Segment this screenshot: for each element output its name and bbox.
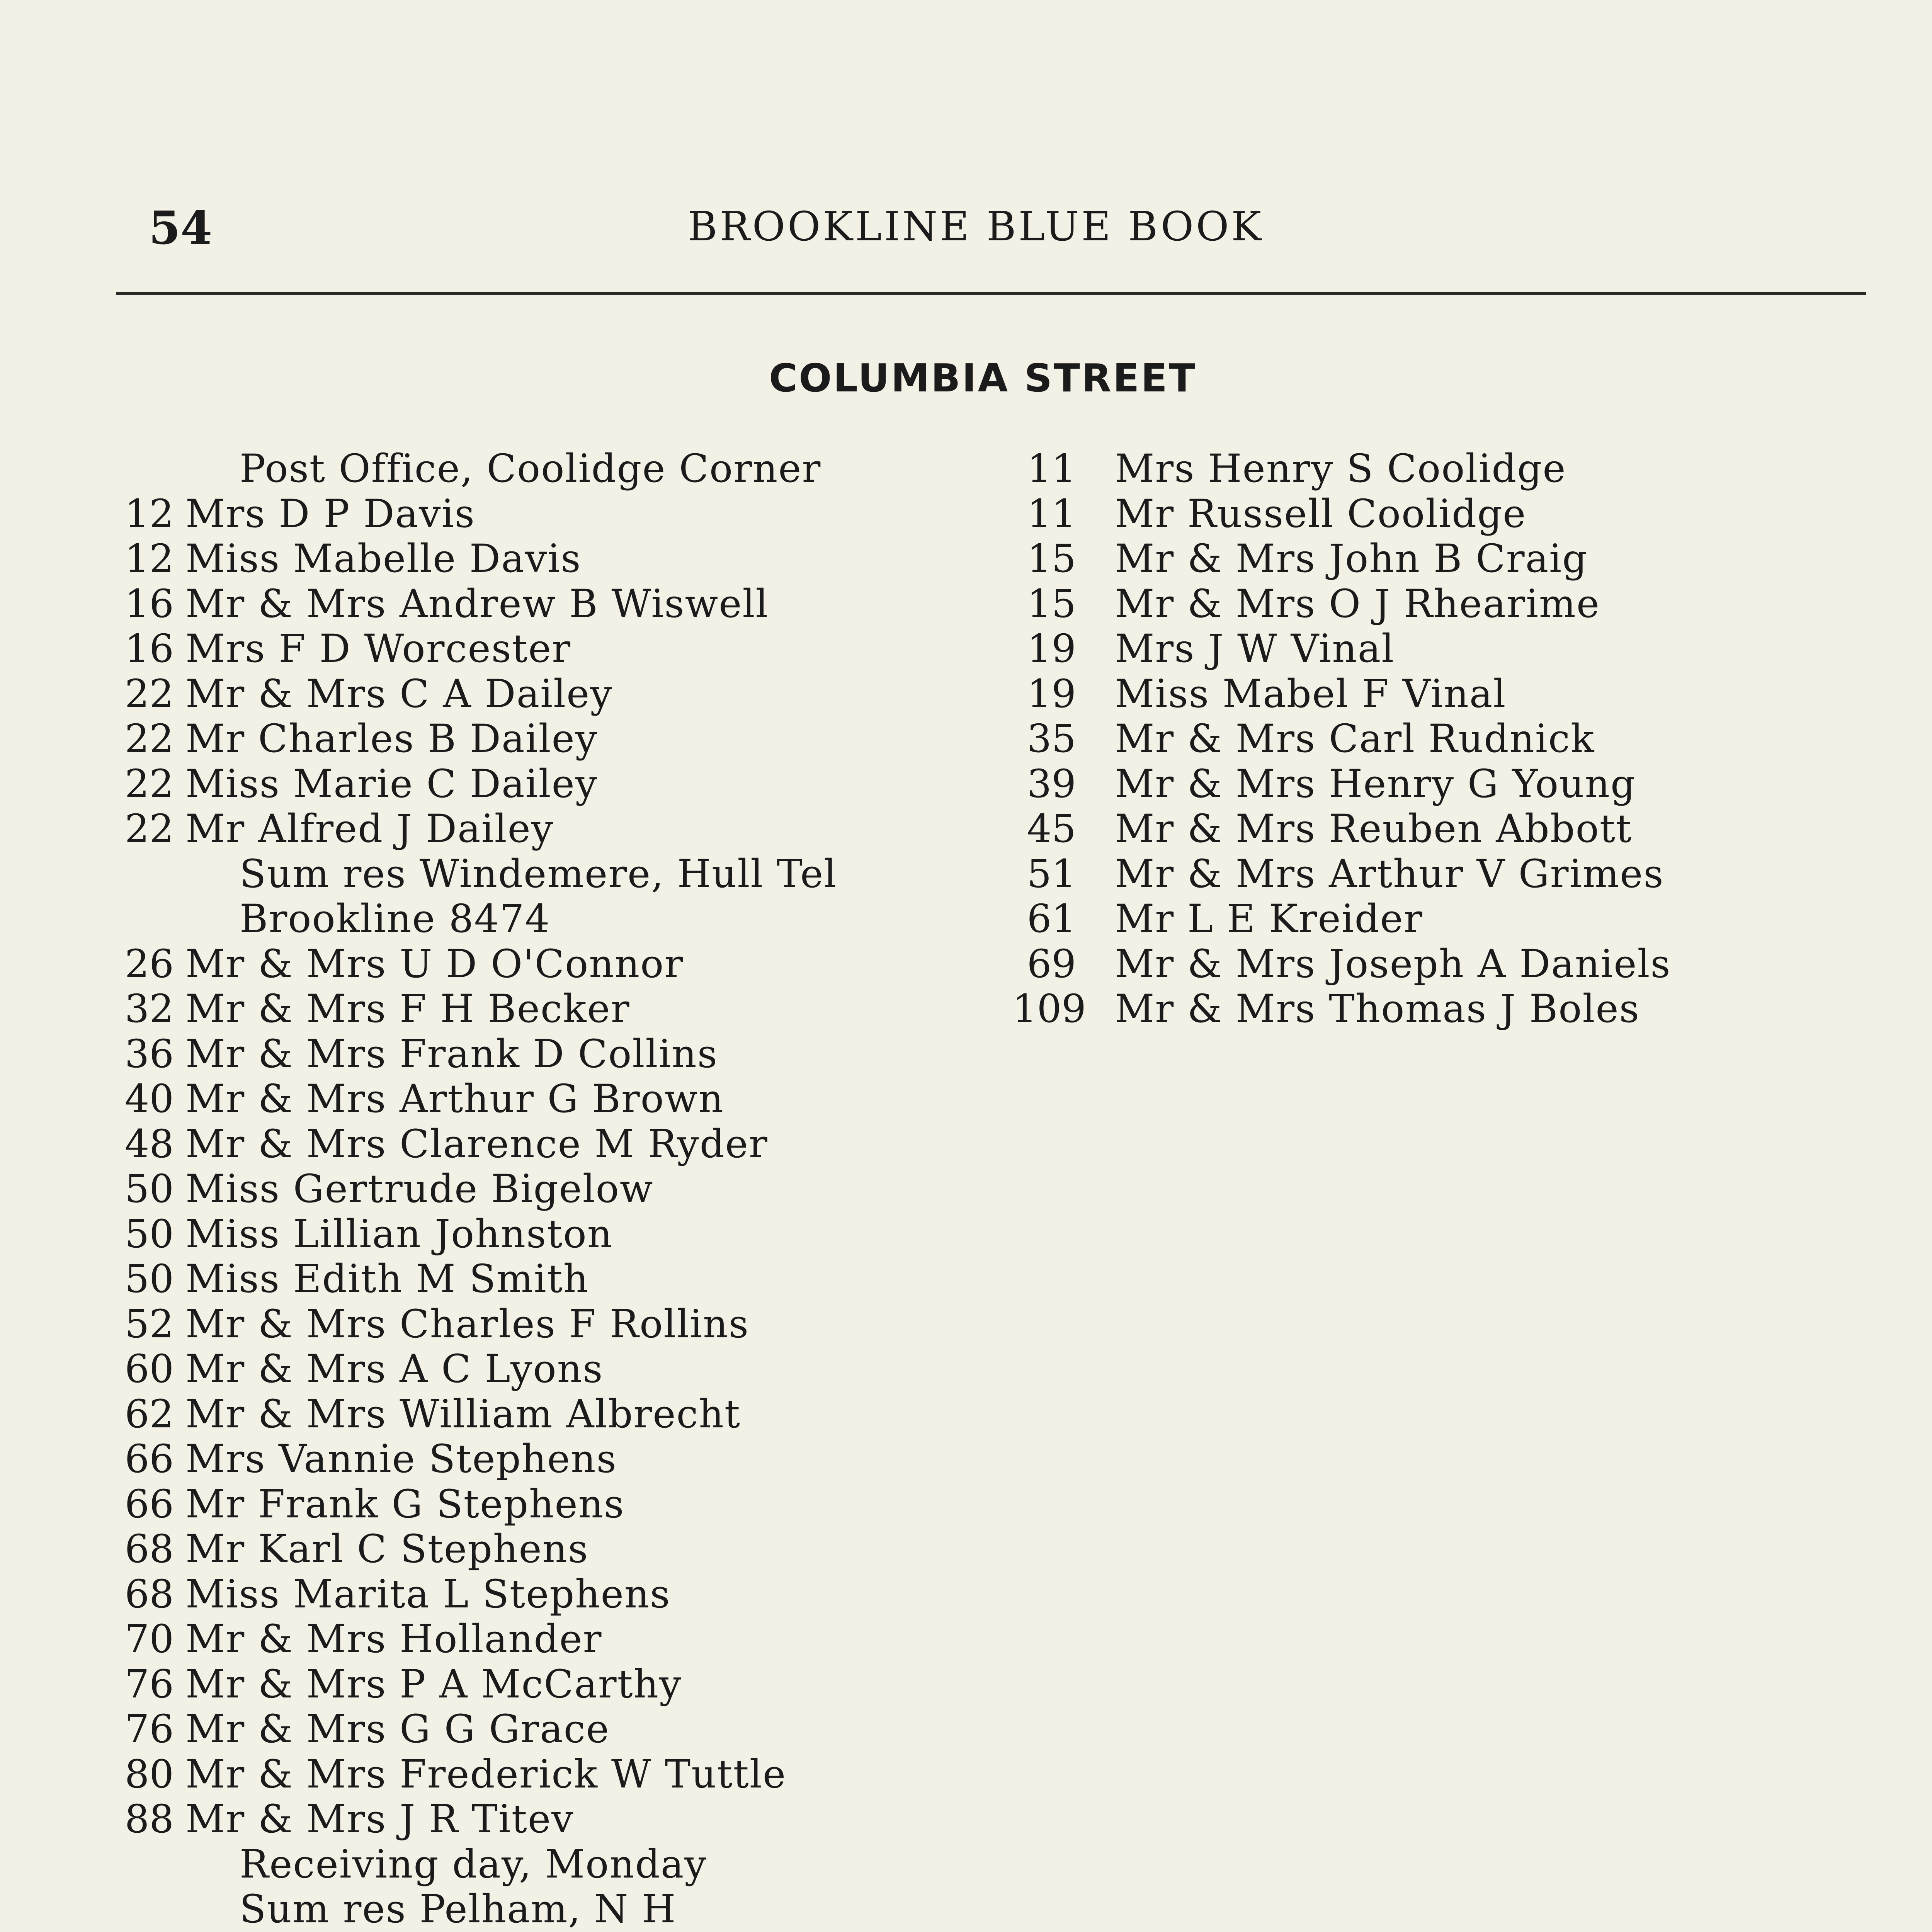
resident-name: Mr & Mrs Clarence M Ryder <box>185 1121 768 1167</box>
directory-entry <box>81 1212 978 1257</box>
header-rule <box>116 292 1866 295</box>
running-header: BROOKLINE BLUE BOOK <box>688 203 1264 250</box>
right-column <box>1012 446 1785 1032</box>
house-number: 76 <box>124 1661 174 1707</box>
resident-name: Mr & Mrs Reuben Abbott <box>1115 806 1633 851</box>
resident-name: Mr & Mrs Charles F Rollins <box>185 1301 750 1347</box>
page-number: 54 <box>149 201 213 255</box>
directory-note <box>81 446 978 492</box>
resident-name: Mr & Mrs Frederick W Tuttle <box>185 1751 787 1797</box>
resident-name: Mr & Mrs Carl Rudnick <box>1115 716 1595 761</box>
house-number: 40 <box>124 1076 174 1121</box>
resident-name: Mr & Mrs U D O'Connor <box>185 941 684 986</box>
house-number: 32 <box>124 986 174 1031</box>
resident-name: Mr & Mrs Thomas J Boles <box>1115 986 1640 1031</box>
resident-name: Miss Lillian Johnston <box>185 1211 613 1257</box>
house-number: 15 <box>1027 536 1076 581</box>
house-number: 16 <box>124 581 174 626</box>
directory-entry <box>1012 536 1785 582</box>
resident-name: Miss Edith M Smith <box>185 1256 589 1301</box>
resident-name: Mr Frank G Stephens <box>185 1481 625 1527</box>
house-number: 36 <box>124 1031 174 1077</box>
entry-note: Receiving day, Monday <box>240 1841 707 1887</box>
resident-name: Mr & Mrs Hollander <box>185 1616 602 1662</box>
directory-entry <box>81 626 978 672</box>
house-number: 88 <box>124 1796 174 1842</box>
directory-entry <box>81 1122 978 1167</box>
resident-name: Mr & Mrs O J Rhearime <box>1115 581 1600 626</box>
directory-entry <box>1012 896 1785 942</box>
directory-entry <box>81 1032 978 1077</box>
house-number: 19 <box>1027 671 1076 716</box>
house-number: 12 <box>124 536 174 581</box>
resident-name: Mr L E Kreider <box>1115 896 1423 941</box>
directory-entry <box>1012 492 1785 537</box>
resident-name: Mr & Mrs G G Grace <box>185 1706 610 1752</box>
house-number: 22 <box>124 671 174 716</box>
house-number: 48 <box>124 1121 174 1167</box>
house-number: 109 <box>1012 986 1086 1031</box>
directory-entry <box>1012 582 1785 627</box>
directory-entry <box>81 1302 978 1347</box>
resident-name: Mr Karl C Stephens <box>185 1526 589 1571</box>
house-number: 22 <box>124 716 174 761</box>
house-number: 68 <box>124 1571 174 1617</box>
house-number: 61 <box>1027 896 1076 941</box>
directory-entry <box>81 986 978 1032</box>
house-number: 26 <box>124 941 174 986</box>
directory-entry <box>81 1167 978 1212</box>
directory-note <box>81 1887 978 1932</box>
resident-name: Mr & Mrs Henry G Young <box>1115 761 1636 806</box>
house-number: 19 <box>1027 626 1076 671</box>
house-number: 16 <box>124 626 174 671</box>
resident-name: Mr & Mrs William Albrecht <box>185 1391 741 1437</box>
house-number: 62 <box>124 1391 174 1437</box>
directory-entry <box>81 536 978 582</box>
resident-name: Miss Mabelle Davis <box>185 536 582 581</box>
resident-name: Miss Gertrude Bigelow <box>185 1166 654 1211</box>
directory-entry <box>1012 986 1785 1032</box>
directory-entry <box>81 762 978 807</box>
directory-entry <box>81 1527 978 1572</box>
directory-note <box>81 852 978 897</box>
resident-name: Miss Marie C Dailey <box>185 761 598 806</box>
resident-name: Mr Alfred J Dailey <box>185 806 554 851</box>
directory-entry <box>1012 942 1785 987</box>
section-title: COLUMBIA STREET <box>769 355 1197 401</box>
resident-name: Mrs Henry S Coolidge <box>1115 446 1566 491</box>
house-number: 66 <box>124 1481 174 1527</box>
directory-entry <box>81 1617 978 1662</box>
entry-note: Brookline 8474 <box>240 896 551 941</box>
house-number: 68 <box>124 1526 174 1571</box>
resident-name: Mr & Mrs F H Becker <box>185 986 630 1031</box>
house-number: 69 <box>1027 941 1076 986</box>
house-number: 15 <box>1027 581 1076 626</box>
entry-note: Sum res Windemere, Hull Tel <box>240 851 837 896</box>
house-number: 70 <box>124 1616 174 1662</box>
directory-note <box>81 1842 978 1887</box>
resident-name: Miss Marita L Stephens <box>185 1571 671 1617</box>
house-number: 50 <box>124 1256 174 1301</box>
directory-entry <box>1012 626 1785 672</box>
directory-entry <box>81 672 978 717</box>
house-number: 12 <box>124 491 174 536</box>
resident-name: Mr & Mrs P A McCarthy <box>185 1661 682 1707</box>
house-number: 50 <box>124 1211 174 1257</box>
directory-entry <box>81 1437 978 1482</box>
directory-entry <box>81 806 978 852</box>
house-number: 60 <box>124 1346 174 1391</box>
house-number: 80 <box>124 1751 174 1797</box>
house-number: 22 <box>124 761 174 806</box>
directory-entry <box>1012 806 1785 852</box>
house-number: 45 <box>1027 806 1076 851</box>
directory-entry <box>81 1707 978 1752</box>
house-number: 52 <box>124 1301 174 1347</box>
entry-note: Sum res Pelham, N H <box>240 1886 677 1932</box>
entry-note: Post Office, Coolidge Corner <box>240 446 821 491</box>
directory-entry <box>81 1257 978 1302</box>
directory-entry <box>81 1077 978 1122</box>
resident-name: Mr & Mrs Arthur V Grimes <box>1115 851 1664 896</box>
directory-entry <box>81 1662 978 1707</box>
resident-name: Mr Charles B Dailey <box>185 716 598 761</box>
resident-name: Mrs Vannie Stephens <box>185 1436 617 1481</box>
resident-name: Mr & Mrs Andrew B Wiswell <box>185 581 769 626</box>
directory-entry <box>81 1572 978 1617</box>
resident-name: Mr & Mrs John B Craig <box>1115 536 1588 581</box>
house-number: 66 <box>124 1436 174 1481</box>
resident-name: Mrs F D Worcester <box>185 626 571 671</box>
directory-entry <box>1012 716 1785 762</box>
directory-entry <box>81 1392 978 1437</box>
directory-entry <box>81 942 978 987</box>
house-number: 50 <box>124 1166 174 1211</box>
house-number: 76 <box>124 1706 174 1752</box>
left-column <box>81 446 978 1932</box>
resident-name: Mr & Mrs C A Dailey <box>185 671 613 716</box>
directory-entry <box>81 492 978 537</box>
resident-name: Miss Mabel F Vinal <box>1115 671 1507 716</box>
directory-entry <box>81 1797 978 1842</box>
directory-note <box>81 896 978 942</box>
resident-name: Mrs J W Vinal <box>1115 626 1395 671</box>
directory-entry <box>81 1482 978 1527</box>
house-number: 11 <box>1027 446 1076 491</box>
directory-entry <box>1012 852 1785 897</box>
directory-entry <box>1012 446 1785 492</box>
house-number: 22 <box>124 806 174 851</box>
resident-name: Mr & Mrs A C Lyons <box>185 1346 604 1391</box>
resident-name: Mr Russell Coolidge <box>1115 491 1527 536</box>
directory-entry <box>81 1752 978 1797</box>
house-number: 51 <box>1027 851 1076 896</box>
directory-entry <box>1012 762 1785 807</box>
directory-entry <box>81 1347 978 1392</box>
resident-name: Mrs D P Davis <box>185 491 475 536</box>
house-number: 35 <box>1027 716 1076 761</box>
house-number: 39 <box>1027 761 1076 806</box>
directory-entry <box>81 716 978 762</box>
resident-name: Mr & Mrs J R Titev <box>185 1796 574 1842</box>
resident-name: Mr & Mrs Joseph A Daniels <box>1115 941 1671 986</box>
house-number: 11 <box>1027 491 1076 536</box>
directory-entry <box>1012 672 1785 717</box>
resident-name: Mr & Mrs Frank D Collins <box>185 1031 718 1077</box>
directory-entry <box>81 582 978 627</box>
resident-name: Mr & Mrs Arthur G Brown <box>185 1076 724 1121</box>
